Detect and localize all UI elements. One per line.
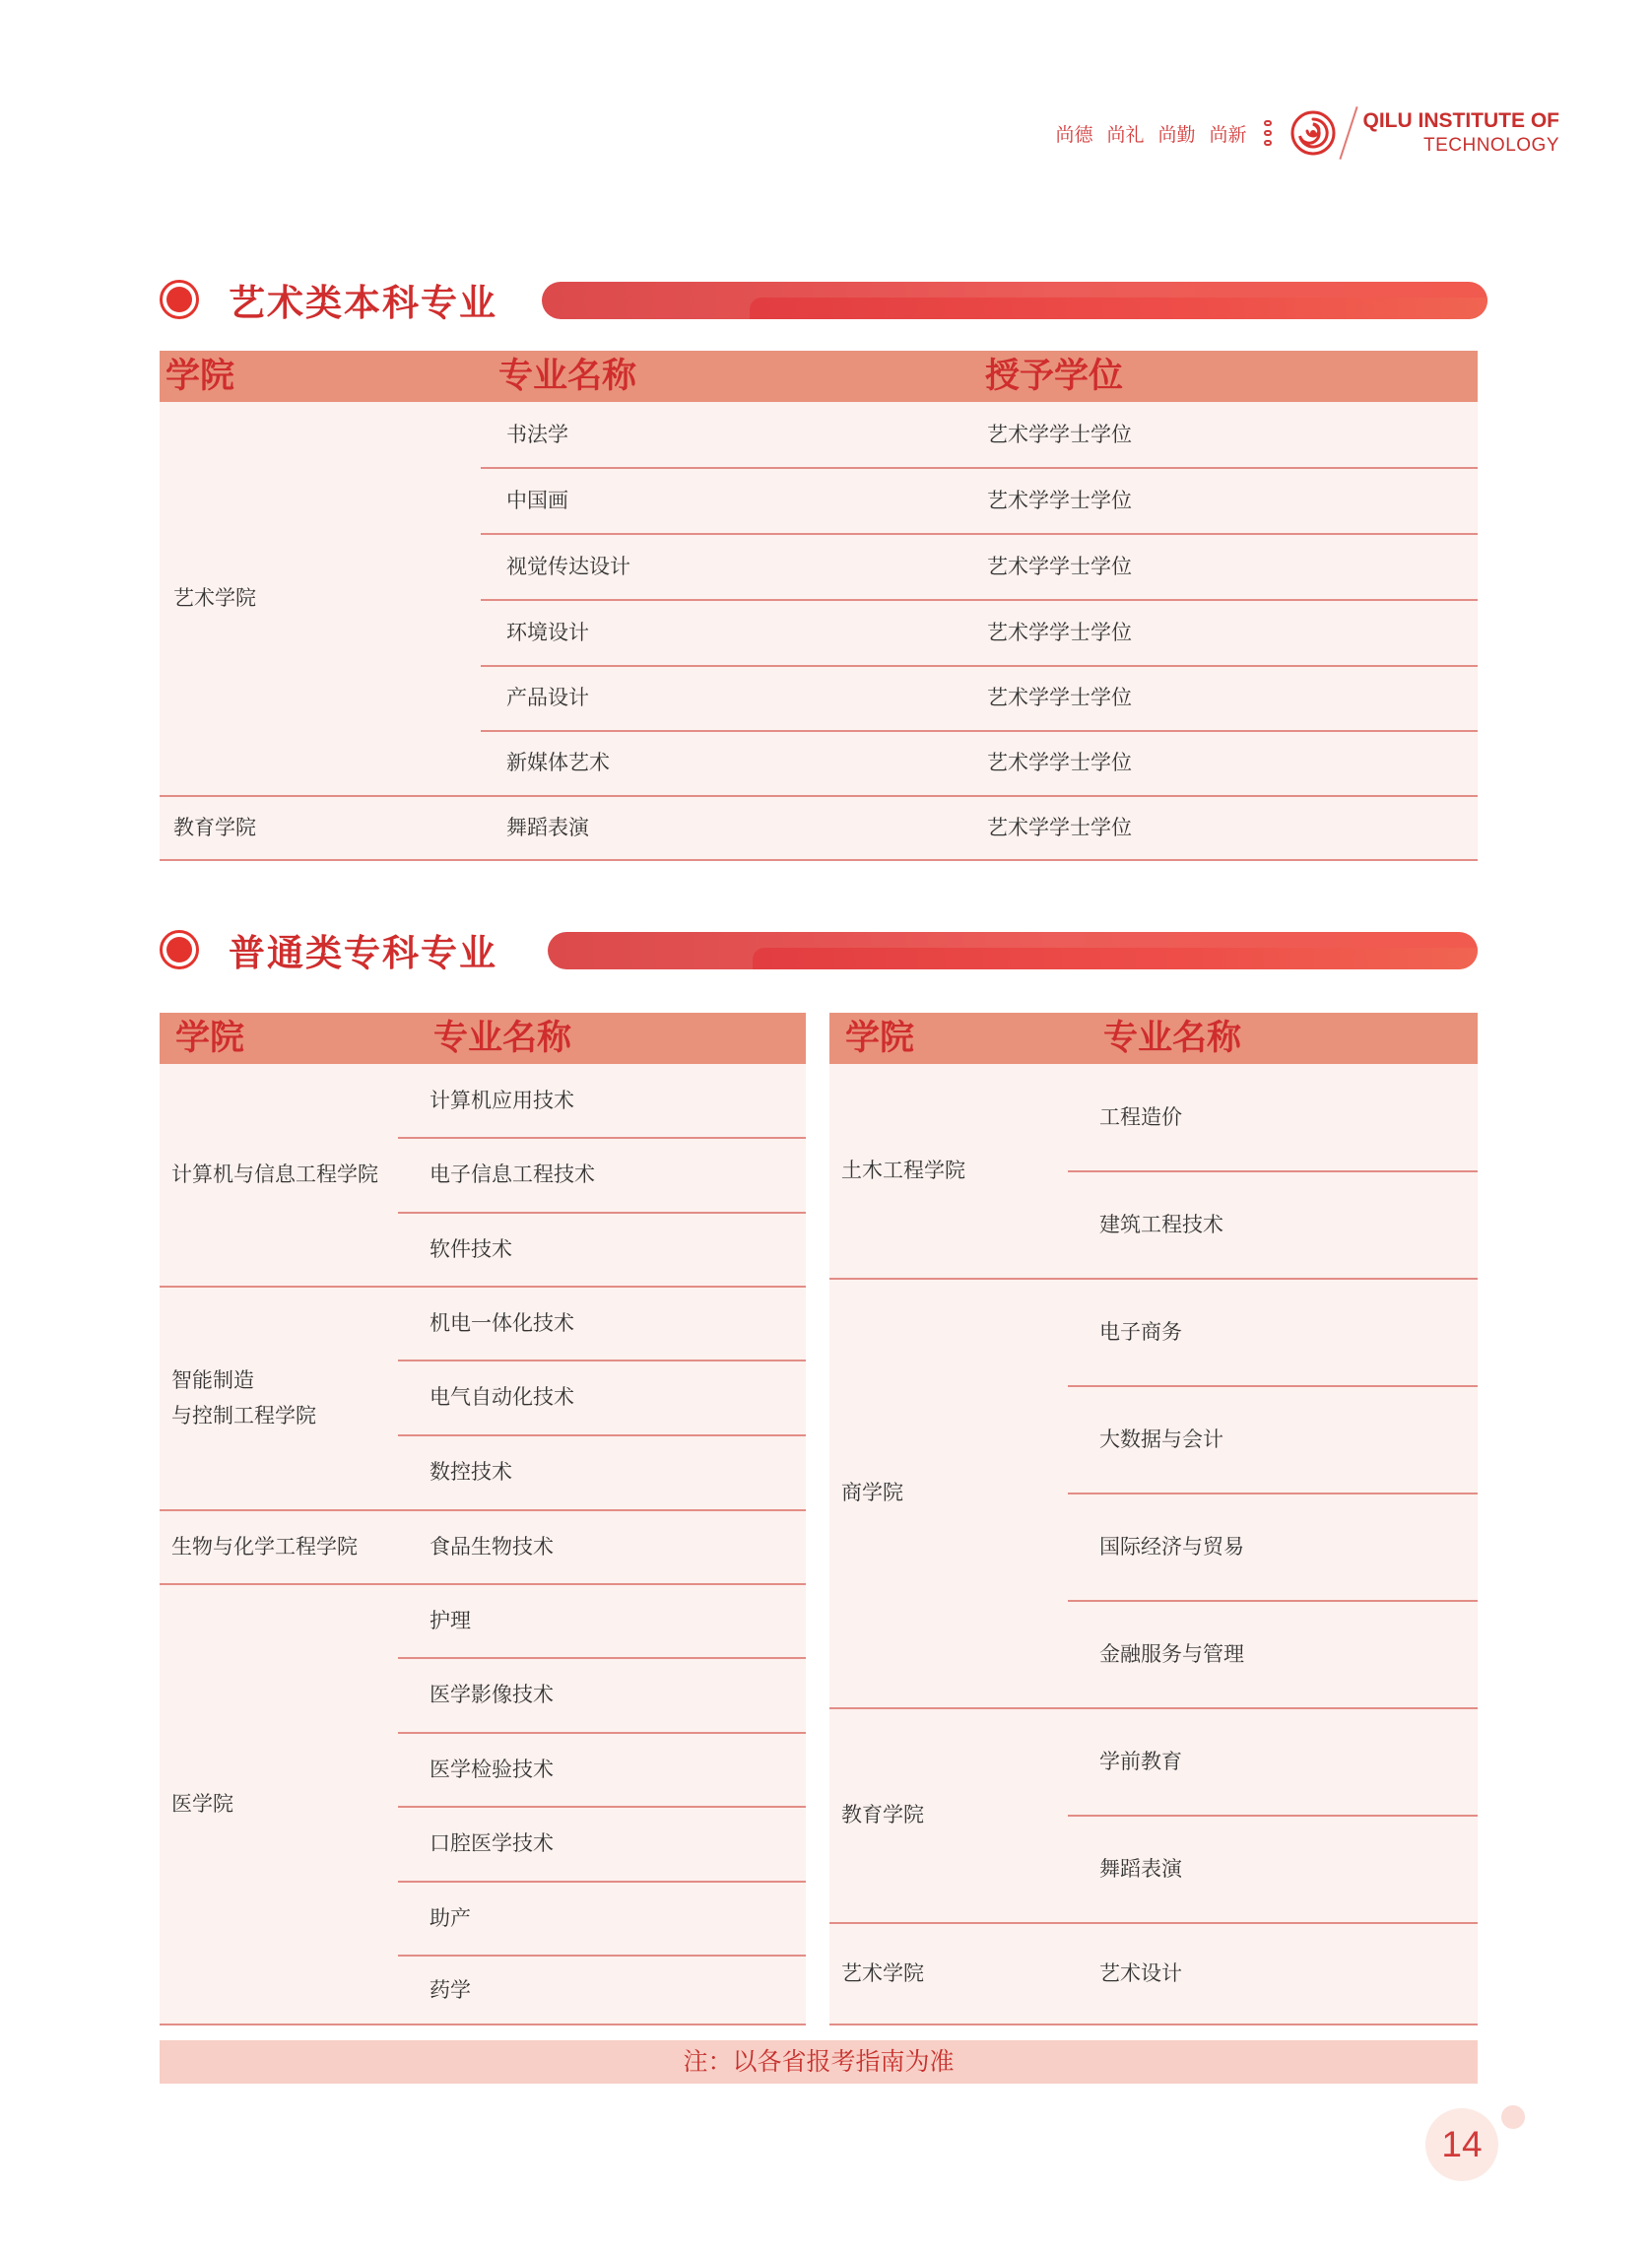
row-divider — [481, 665, 1478, 667]
college-cell: 教育学院 — [841, 1803, 924, 1827]
footnote: 注：以各省报考指南为准 — [160, 2040, 1478, 2084]
college-cell: 生物与化学工程学院 — [171, 1534, 358, 1559]
major-cell: 中国画 — [506, 488, 568, 512]
column-header: 学院 — [165, 357, 235, 396]
motto-item: 尚勤 — [1157, 123, 1196, 146]
degree-cell: 艺术学学士学位 — [987, 686, 1132, 710]
row-divider — [481, 467, 1478, 469]
table-header-row — [829, 1013, 1478, 1064]
motto-item: 尚礼 — [1106, 123, 1145, 146]
major-cell: 护理 — [430, 1608, 471, 1632]
motto-item: 尚新 — [1209, 123, 1247, 146]
column-header: 授予学位 — [985, 357, 1124, 396]
school-name-line2: TECHNOLOGY — [1422, 135, 1559, 157]
major-cell: 金融服务与管理 — [1099, 1641, 1244, 1666]
major-cell: 助产 — [430, 1905, 471, 1930]
major-cell: 医学影像技术 — [430, 1683, 554, 1707]
major-cell: 国际经济与贸易 — [1099, 1534, 1244, 1559]
decorative-dot — [1501, 2105, 1525, 2129]
degree-cell: 艺术学学士学位 — [987, 554, 1132, 578]
major-cell: 软件技术 — [430, 1236, 512, 1261]
degree-cell: 艺术学学士学位 — [987, 488, 1132, 512]
seal-icon — [1261, 120, 1275, 146]
column-header: 学院 — [845, 1019, 915, 1058]
college-cell: 艺术学院 — [173, 586, 256, 611]
logo-divider — [1339, 106, 1357, 160]
section-heading — [160, 274, 497, 325]
table-header-row — [160, 1013, 806, 1064]
major-cell: 计算机应用技术 — [430, 1088, 574, 1112]
group-divider — [160, 795, 1478, 797]
major-cell: 药学 — [430, 1977, 471, 2002]
major-cell: 食品生物技术 — [430, 1534, 554, 1559]
degree-cell: 艺术学学士学位 — [987, 422, 1132, 446]
degree-cell: 艺术学学士学位 — [987, 620, 1132, 644]
major-cell: 艺术设计 — [1099, 1961, 1182, 1986]
major-cell: 环境设计 — [506, 620, 589, 644]
college-cell — [171, 1287, 394, 1510]
page-number: 14 — [1425, 2108, 1498, 2181]
column-header: 专业名称 — [433, 1019, 572, 1058]
degree-cell: 艺术学学士学位 — [987, 751, 1132, 775]
major-cell: 工程造价 — [1099, 1104, 1182, 1129]
major-cell: 舞蹈表演 — [1099, 1856, 1182, 1881]
table-bottom-line — [160, 859, 1478, 861]
major-cell: 书法学 — [506, 422, 568, 446]
table-bottom-line — [829, 2024, 1478, 2025]
motto-item: 尚德 — [1055, 123, 1093, 146]
college-cell: 商学院 — [841, 1481, 903, 1505]
column-header: 专业名称 — [1103, 1019, 1242, 1058]
school-motto — [1055, 120, 1246, 147]
college-cell: 医学院 — [171, 1792, 233, 1817]
undergraduate-art-table — [160, 351, 1478, 861]
vocational-table-left — [160, 1013, 806, 2025]
page-header — [1055, 99, 1559, 167]
school-name-en — [1363, 108, 1560, 158]
column-header: 专业名称 — [498, 357, 637, 396]
major-cell: 学前教育 — [1099, 1749, 1182, 1773]
college-label: 智能制造 与控制工程学院 — [171, 1367, 316, 1427]
school-logo-icon — [1290, 110, 1336, 156]
major-cell: 口腔医学技术 — [430, 1831, 554, 1856]
major-cell: 新媒体艺术 — [506, 751, 610, 775]
decorative-band — [542, 282, 1487, 319]
major-cell: 电子商务 — [1099, 1319, 1182, 1344]
decorative-band — [548, 932, 1478, 969]
school-name-line1: QILU INSTITUTE OF — [1362, 109, 1559, 132]
column-header: 学院 — [175, 1019, 245, 1058]
college-cell: 艺术学院 — [841, 1961, 924, 1986]
vocational-table-right — [829, 1013, 1478, 2025]
major-cell: 数控技术 — [430, 1460, 512, 1485]
major-cell: 大数据与会计 — [1099, 1427, 1223, 1451]
row-divider — [481, 730, 1478, 732]
college-cell: 土木工程学院 — [841, 1159, 965, 1183]
major-cell: 建筑工程技术 — [1099, 1212, 1223, 1236]
major-cell: 医学检验技术 — [430, 1757, 554, 1781]
major-cell: 电气自动化技术 — [430, 1385, 574, 1410]
major-cell: 舞蹈表演 — [506, 816, 589, 840]
section-title: 艺术类本科专业 — [229, 282, 497, 324]
row-divider — [481, 599, 1478, 601]
major-cell: 电子信息工程技术 — [430, 1162, 595, 1187]
table-header-row — [160, 351, 1478, 402]
bullet-dot-icon — [160, 930, 199, 969]
section-heading — [160, 924, 497, 975]
group-divider — [160, 1583, 806, 1585]
section-title: 普通类专科专业 — [229, 932, 497, 974]
bullet-dot-icon — [160, 280, 199, 319]
major-cell: 产品设计 — [506, 686, 589, 710]
major-cell: 机电一体化技术 — [430, 1310, 574, 1335]
table-bottom-line — [160, 2024, 806, 2025]
college-cell: 计算机与信息工程学院 — [171, 1162, 378, 1187]
major-cell: 视觉传达设计 — [506, 554, 630, 578]
college-cell: 教育学院 — [173, 816, 256, 840]
degree-cell: 艺术学学士学位 — [987, 816, 1132, 840]
